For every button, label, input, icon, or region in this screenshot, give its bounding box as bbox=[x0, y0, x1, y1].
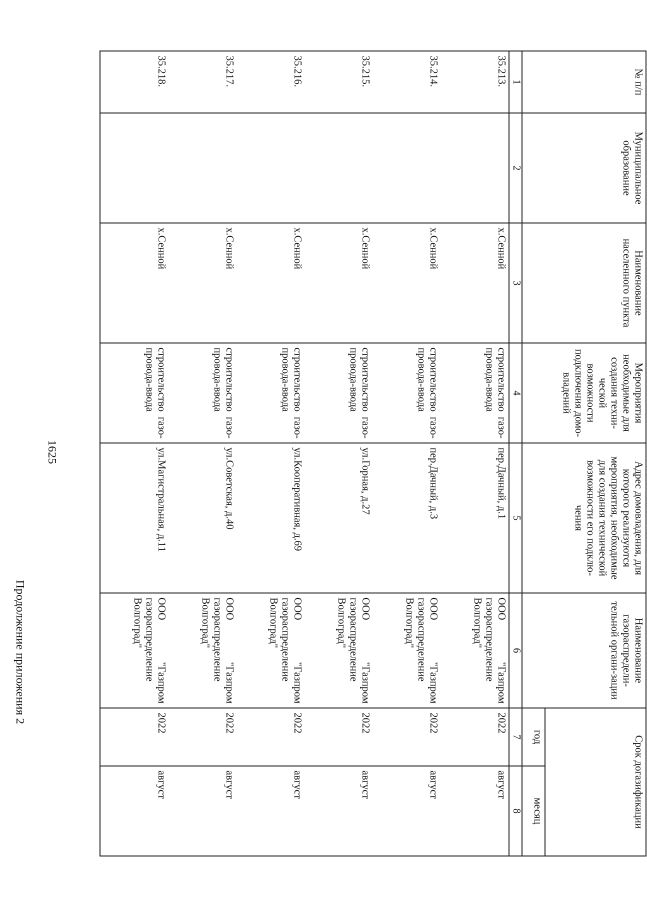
cell-year: 2022 bbox=[441, 708, 510, 766]
header-measures: Мероприятия необходимые для создания техни-ческой возможности подключения домо-владений bbox=[522, 343, 646, 443]
column-number: 3 bbox=[510, 223, 523, 343]
header-address: Адрес домовладения, для которого реализуются мероприятия, необходимые для создания технической возможности его подклю-чения bbox=[522, 443, 646, 593]
table-row bbox=[441, 51, 510, 856]
cell-address: ул.Кооперативная, д.69 bbox=[237, 443, 305, 593]
cell-address: пер.Дачный, д.3 bbox=[373, 443, 441, 593]
column-number: 1 bbox=[510, 51, 523, 113]
cell-settlement: х.Сенной bbox=[373, 223, 441, 343]
header-num: № п/п bbox=[522, 51, 646, 113]
cell-org: ООО "Газпром газораспределение Волгоград" bbox=[441, 593, 510, 708]
cell-measures: строительство газо-провода-ввода bbox=[305, 343, 373, 443]
header-term: Срок догазификации bbox=[545, 708, 646, 856]
column-number: 8 bbox=[510, 766, 523, 856]
appendix-continuation-note: Продолжение приложения 2 bbox=[13, 579, 28, 725]
cell-org: ООО "Газпром газораспределение Волгоград" bbox=[101, 593, 170, 708]
cell-year: 2022 bbox=[169, 708, 237, 766]
cell-num: 35.215. bbox=[305, 51, 373, 113]
cell-year: 2022 bbox=[237, 708, 305, 766]
cell-municipality bbox=[169, 113, 237, 223]
column-numbers-row bbox=[510, 51, 523, 856]
page-number: 1625 bbox=[45, 440, 60, 464]
cell-measures: строительство газо-провода-ввода bbox=[373, 343, 441, 443]
cell-org: ООО "Газпром газораспределение Волгоград" bbox=[305, 593, 373, 708]
cell-month: август bbox=[305, 766, 373, 856]
cell-month: август bbox=[169, 766, 237, 856]
header-org: Наименование газораспредели-тельной органи-зации bbox=[522, 593, 646, 708]
table-container bbox=[52, 51, 647, 856]
cell-address: ул.Горная, д.27 bbox=[305, 443, 373, 593]
cell-address: пер.Дачный, д.1 bbox=[441, 443, 510, 593]
header-municipality: Муниципальное образование bbox=[522, 113, 646, 223]
cell-num: 35.216. bbox=[237, 51, 305, 113]
table-row bbox=[305, 51, 373, 856]
cell-org: ООО "Газпром газораспределение Волгоград" bbox=[373, 593, 441, 708]
cell-municipality bbox=[101, 113, 170, 223]
cell-municipality bbox=[237, 113, 305, 223]
table-row bbox=[101, 51, 170, 856]
cell-org: ООО "Газпром газораспределение Волгоград" bbox=[237, 593, 305, 708]
cell-settlement: х.Сенной bbox=[101, 223, 170, 343]
cell-month: август bbox=[373, 766, 441, 856]
cell-month: август bbox=[237, 766, 305, 856]
column-number: 7 bbox=[510, 708, 523, 766]
cell-num: 35.218. bbox=[101, 51, 170, 113]
cell-year: 2022 bbox=[305, 708, 373, 766]
gasification-table bbox=[100, 51, 647, 857]
table-row bbox=[237, 51, 305, 856]
cell-measures: строительство газо-провода-ввода bbox=[237, 343, 305, 443]
column-number: 5 bbox=[510, 443, 523, 593]
cell-settlement: х.Сенной bbox=[237, 223, 305, 343]
cell-num: 35.213. bbox=[441, 51, 510, 113]
cell-settlement: х.Сенной bbox=[441, 223, 510, 343]
cell-settlement: х.Сенной bbox=[305, 223, 373, 343]
header-month: месяц bbox=[522, 766, 545, 856]
cell-measures: строительство газо-провода-ввода bbox=[169, 343, 237, 443]
column-number: 4 bbox=[510, 343, 523, 443]
cell-address: ул.Советская, д.40 bbox=[169, 443, 237, 593]
header-row bbox=[545, 51, 646, 856]
cell-month: август bbox=[101, 766, 170, 856]
cell-num: 35.214. bbox=[373, 51, 441, 113]
header-year: год bbox=[522, 708, 545, 766]
cell-year: 2022 bbox=[373, 708, 441, 766]
cell-month: август bbox=[441, 766, 510, 856]
cell-measures: строительство газо-провода-ввода bbox=[101, 343, 170, 443]
table-row bbox=[373, 51, 441, 856]
column-number: 6 bbox=[510, 593, 523, 708]
cell-municipality bbox=[305, 113, 373, 223]
column-number: 2 bbox=[510, 113, 523, 223]
cell-municipality bbox=[373, 113, 441, 223]
cell-year: 2022 bbox=[101, 708, 170, 766]
cell-org: ООО "Газпром газораспределение Волгоград" bbox=[169, 593, 237, 708]
cell-address: ул.Магистральная, д.11 bbox=[101, 443, 170, 593]
table-row bbox=[169, 51, 237, 856]
header-settlement: Наименование населенного пункта bbox=[522, 223, 646, 343]
cell-settlement: х.Сенной bbox=[169, 223, 237, 343]
cell-num: 35.217. bbox=[169, 51, 237, 113]
cell-municipality bbox=[441, 113, 510, 223]
cell-measures: строительство газо-провода-ввода bbox=[441, 343, 510, 443]
